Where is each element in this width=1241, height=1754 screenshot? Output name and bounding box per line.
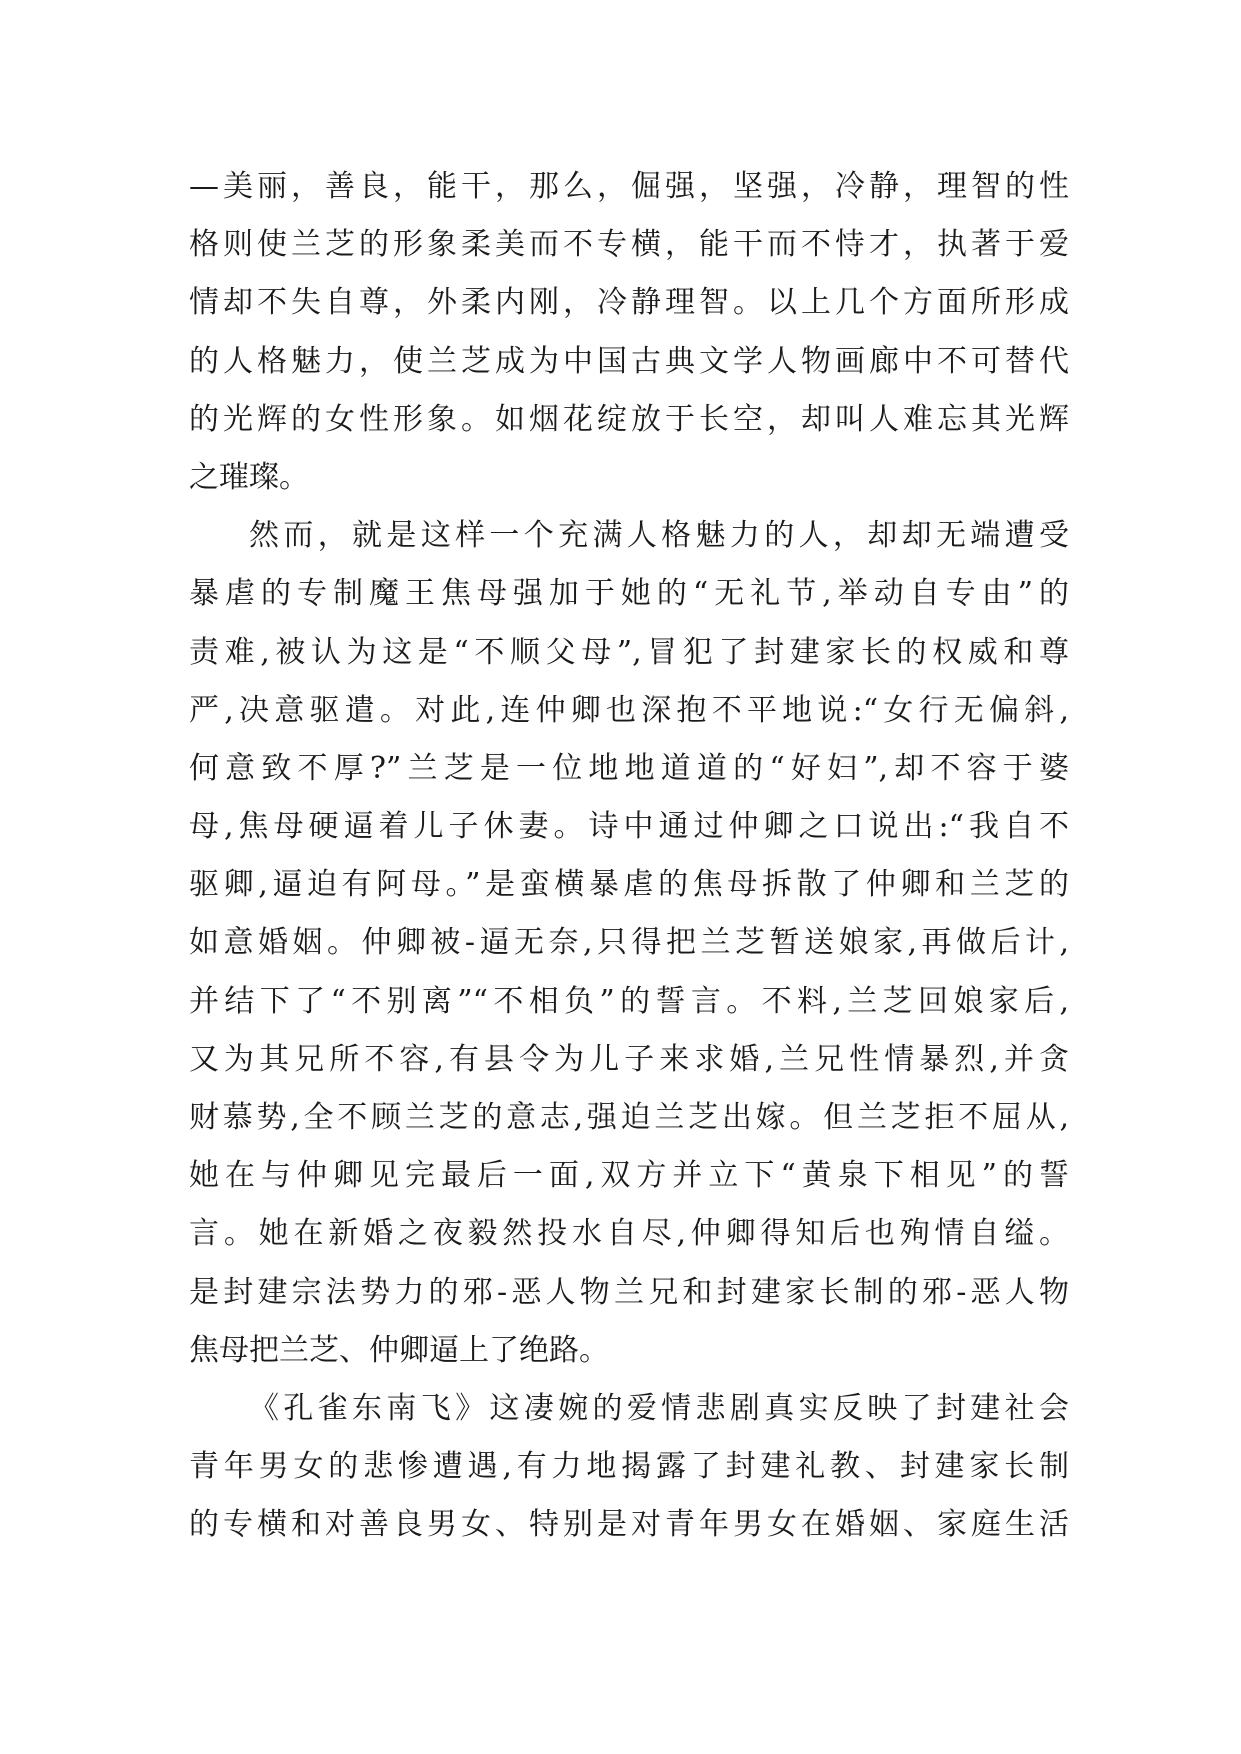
- text-line: 她在与仲卿见完最后一面,双方并立下“黄泉下相见”的誓: [189, 1158, 1069, 1194]
- text-line: 母,焦母硬逼着儿子休妻。诗中通过仲卿之口说出:“我自不: [189, 809, 1069, 845]
- text-line: 是封建宗法势力的邪-恶人物兰兄和封建家长制的邪-恶人物: [189, 1274, 1069, 1310]
- text-line: 然而，就是这样一个充满人格魅力的人，却却无端遭受: [249, 518, 1069, 554]
- paragraph-2: [189, 507, 1069, 1380]
- body-text: [189, 158, 1069, 1555]
- text-line: 之璀璨。: [189, 459, 309, 495]
- text-line: 情却不失自尊，外柔内刚，冷静理智。以上几个方面所形成: [189, 285, 1069, 321]
- text-line: 驱卿,逼迫有阿母。”是蛮横暴虐的焦母拆散了仲卿和兰芝的: [189, 867, 1069, 903]
- text-line: 如意婚姻。仲卿被-逼无奈,只得把兰芝暂送娘家,再做后计,: [189, 925, 1069, 961]
- text-line: 又为其兄所不容,有县令为儿子来求婚,兰兄性情暴烈,并贪: [189, 1041, 1069, 1077]
- text-line: 言。她在新婚之夜毅然投水自尽,仲卿得知后也殉情自缢。: [189, 1216, 1069, 1252]
- paragraph-3: [189, 1380, 1069, 1555]
- text-line: 的人格魅力，使兰芝成为中国古典文学人物画廊中不可替代: [189, 343, 1069, 379]
- text-line: 暴虐的专制魔王焦母强加于她的“无礼节,举动自专由”的: [189, 576, 1069, 612]
- paragraph-1: [189, 158, 1069, 507]
- text-line: 的专横和对善良男女、特别是对青年男女在婚姻、家庭生活: [189, 1507, 1069, 1543]
- text-line: 何意致不厚?”兰芝是一位地地道道的“好妇”,却不容于婆: [189, 750, 1069, 786]
- text-line: 严,决意驱遣。对此,连仲卿也深抱不平地说:“女行无偏斜,: [189, 692, 1069, 728]
- text-line: 责难,被认为这是“不顺父母”,冒犯了封建家长的权威和尊: [189, 634, 1069, 670]
- text-line: 格则使兰芝的形象柔美而不专横，能干而不恃才，执著于爱: [189, 227, 1069, 263]
- text-line: 财慕势,全不顾兰芝的意志,强迫兰芝出嫁。但兰芝拒不屈从,: [189, 1100, 1069, 1135]
- text-line: —美丽，善良，能干，那么，倔强，坚强，冷静，理智的性: [189, 169, 1069, 204]
- text-line: 《孔雀东南飞》这凄婉的爱情悲剧真实反映了封建社会: [249, 1390, 1069, 1426]
- text-line: 青年男女的悲惨遭遇,有力地揭露了封建礼教、封建家长制: [189, 1449, 1069, 1485]
- text-line: 的光辉的女性形象。如烟花绽放于长空，却叫人难忘其光辉: [189, 401, 1069, 437]
- text-line: 焦母把兰芝、仲卿逼上了绝路。: [189, 1332, 609, 1368]
- text-line: 并结下了“不别离”“不相负”的誓言。不料,兰芝回娘家后,: [189, 983, 1069, 1019]
